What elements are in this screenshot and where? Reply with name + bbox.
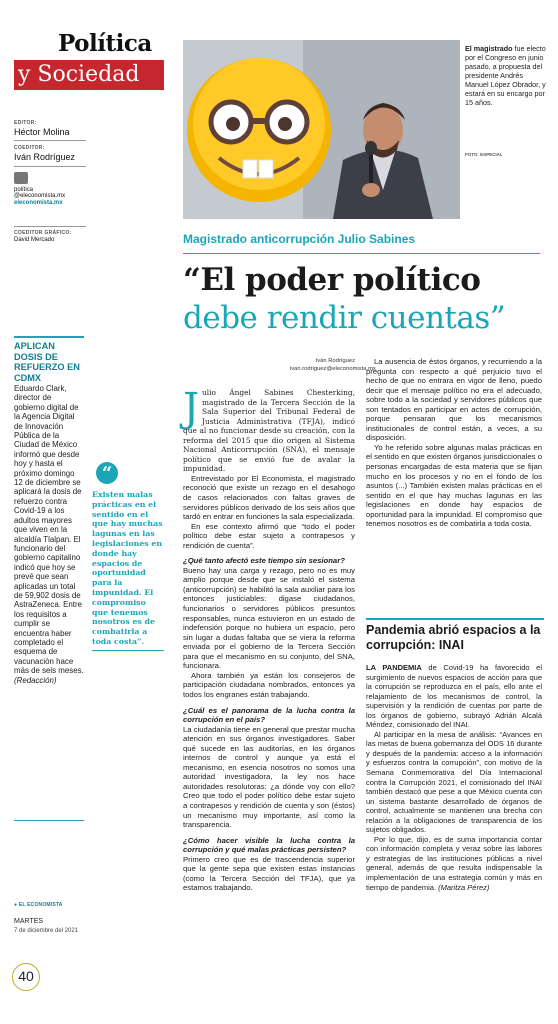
caption-text: fue electo por el Congreso en junio pasado, a propuesta del presidente Andrés Manuel López Obrador, y estará en su encargo por 15 años. [465, 44, 546, 107]
divider [14, 166, 86, 167]
social-handle[interactable]: política @eleconomista.mx [14, 187, 66, 199]
question: ¿Cuál es el panorama de la lucha contra la corrupción en el país? [183, 705, 355, 725]
paragraph: Al participar en la mesa de análisis: “Avances en las metas de buena gobernanza del ODS 16 durante y después de la pandemia: acceso a la información y esfuerzos contra la corrupción”, con motivo de la Semana Conmemorativa del Día Internacional contra la Corrupción 2021, el comisionado del INAI también destacó que pese a que México cuenta con un sistema bastante desarrollado de órganos de control, actualmente se mantienen una brecha con relación a la obligaciones de transparencia de los sujetos obligados. [366, 729, 542, 835]
editor-label: EDITOR: [14, 120, 37, 126]
divider [14, 226, 86, 227]
editor-name: Héctor Molina [14, 127, 70, 137]
photo-caption [465, 44, 547, 107]
footer-date: 7 de diciembre del 2021 [14, 928, 79, 934]
sidebar-p1: de Covid-19 ha favorecido el surgimiento de nuevos espacios de acción para que la corrupción se reproduzca en el país, ello ante el relajamiento de los mecanismos de control, la supervisión y la rendición de cuentas por parte de los órganos de gobierno, subrayó Adrián Alcalá Méndez, comisionado del INAI. [366, 663, 542, 730]
paragraph [366, 663, 542, 730]
question: ¿Qué tanto afectó este tiempo sin sesionar? [183, 556, 345, 566]
contact-block [14, 172, 84, 206]
page-number: 40 [12, 963, 40, 991]
article-photo [183, 40, 460, 219]
paragraph: Yo he referido sobre algunas malas prácticas en el sentido en que existen órganos jurisdiccionales o personas encargadas de esta materia que se fijan mucho en los procesos y no en el fondo de los asuntos (...) También existen malas prácticas en el sentido en el que hay muchas lagunas en las legislaciones en donde hay espacios de oportunidad para la impunidad. El compromiso que tenemos nosotros es de combatirla a toda costa. [366, 442, 542, 529]
lead-text: ulio Ángel Sabines Chesterking, magistrado de la Tercera Sección de la Sala Superior del Tribunal Federal de Justicia Administrativa (TFJA), indicó que al no funcionar desde su creación, con la reforma del 2015 que dio origen al Sistema Nacional Anticorrupción (SNA), el mensaje político que se envió fue de avalar la impunidad. [183, 388, 355, 474]
sidebar-story-body [366, 663, 542, 892]
graphics-label: COEDITOR GRÁFICO: [14, 230, 72, 236]
headline-line-1: “El poder político [183, 262, 481, 298]
aside-title: APLICAN DOSIS DE REFUERZO EN CDMX [14, 341, 80, 383]
pull-quote: Existen malas prácticas en el sentido en el que hay muchas lagunas en las legislaciones en donde hay espacios de oportunidad para la impunidad. El compromiso que tenemos nosotros es de combatirla a toda costa”. [92, 490, 164, 651]
lead-caps: LA PANDEMIA [366, 663, 422, 672]
aside-box [14, 336, 84, 821]
photo-illustration [183, 40, 460, 219]
coeditor-block [14, 145, 84, 162]
paragraph: La ausencia de éstos órganos, y recurriendo a la pregunta con respecto a qué perjuicio tuvo el hecho de que no entrara en vigor de lleno, puedo decir que el mensaje político no era el adecuado, sobre todo a la sociedad y servidores públicos que son tentados en participar en actos de corrupción, porque pensaran que los mecanismos institucionales de control están, a veces, a su disposición. [366, 357, 542, 443]
byline [290, 358, 376, 373]
sidebar-story-title: Pandemia abrió espacios a la corrupción: INAI [366, 618, 544, 653]
answer: Ahora también ya están los consejeros de participación ciudadana nombrados, entonces ya todos los engranes están trabajando. [183, 670, 355, 699]
footer-day: MARTES [14, 918, 44, 925]
editor-block [14, 120, 84, 137]
coeditor-name: Iván Rodríguez [14, 152, 76, 162]
quote-icon: “ [96, 462, 118, 484]
divider [14, 140, 86, 141]
article-kicker: Magistrado anticorrupción Julio Sabines [183, 232, 416, 246]
graphics-name: David Mercado [14, 237, 55, 243]
footer-brand: ● EL ECONOMISTA [14, 902, 63, 908]
twitter-icon [14, 172, 28, 184]
sidebar-p3: Por lo que, dijo, es de suma importancia contar con información completa y veraz sobre las labores y estrategias de las instituciones públicas a nivel general, además de que resulta indispensable la implementación de una estrategia común y más en tiempo de pandemia. [366, 834, 542, 892]
aside-credit: (Redacción) [14, 675, 57, 685]
paragraph: En ese contexto afirmó que “todo el poder político debe estar sujeto a contrapesos y rendición de cuenta”. [183, 521, 355, 550]
article-lead [183, 385, 355, 474]
drop-cap: J [183, 385, 200, 431]
byline-email[interactable]: ivan.rodriguez@eleconomista.mx [290, 365, 376, 372]
byline-name: Iván Rodríguez [315, 358, 355, 364]
headline-line-2: debe rendir cuentas” [183, 300, 506, 336]
article-column-2 [366, 357, 542, 529]
paragraph: Entrevistado por El Economista, el magistrado reconoció que existe un rezago en el desahogo de casos relacionados con faltas graves de servidores públicos derivado de los seis años que tardó en entrar en funciones la sala especializada. [183, 473, 355, 522]
caption-lead: El magistrado [465, 44, 513, 53]
question: ¿Cómo hacer visible la lucha contra la corrupción y qué malas prácticas persisten? [183, 835, 355, 855]
section-title-sociedad: y Sociedad [14, 60, 164, 90]
graphics-block [14, 230, 84, 243]
paragraph [366, 835, 542, 892]
answer: Primero creo que es de trascendencia superior que la gente sepa que existen estas instancias (como la Tercera Sección del TFJA), que ya estamos trabajando. [183, 854, 355, 893]
answer: Bueno hay una carga y rezago, pero no es muy amplio porque desde que se instaló el sistema (anticorrupción) se habilitó la sala auxiliar para los entonces justiciables: digase ciudadanos, funcionarios o servidores públicos presuntos responsables, nunca estuvieron en un estado de indefensión porque no hubiera un espacio, pero sin lugar a dudas faltaba que se viera la reforma enviada por el gobierno de la Tercera Sección para que el mecanismo en su conjunto, del SNA, funcionara. [183, 565, 355, 671]
footer-brand-text: EL ECONOMISTA [18, 902, 63, 908]
photo-credit: FOTO: ESPECIAL [465, 152, 503, 157]
aside-text: Eduardo Clark, director de gobierno digital de la Agencia Digital de Innovación Pública de la Ciudad de México informó que desde hoy y hasta el próximo domingo 12 de diciembre se aplicará la dosis de refuerzo contra Covid-19 a los adultos mayores que viven en la alcaldía Tlalpan. El funcionario del gobierno capitalino indicó que hoy se prevé que sean aplicadas un total de 59,902 dosis de AstraZeneca. Entre los requisitos a cumplir se encuentra haber completado el esquema de vacunación hace más de seis meses. [14, 384, 84, 676]
article-column-1 [183, 385, 355, 893]
aside-body [14, 384, 84, 685]
email-link[interactable]: eleconomista.mx [14, 200, 63, 206]
answer: La ciudadanía tiene en general que prestar mucha atención en sus órganos investigadores. Saber qué sucede en las auditorías, en los órganos internos de control y aunque ya está el mecanismo, en esencia nosotros no somos una autoridad investigadora, la ley nos hace autoridades resolutoras: ¿a dónde voy con ello? Creo que todo el poder político debe estar sujeto a contrapesos y rendición de cuenta y son (éstos) un mecanismo muy importante, así como la transparencia. [183, 724, 355, 830]
sidebar-credit: (Maritza Pérez) [438, 882, 490, 892]
coeditor-label: COEDITOR: [14, 145, 45, 151]
section-title-politica: Política [58, 30, 152, 57]
kicker-rule [183, 253, 540, 254]
